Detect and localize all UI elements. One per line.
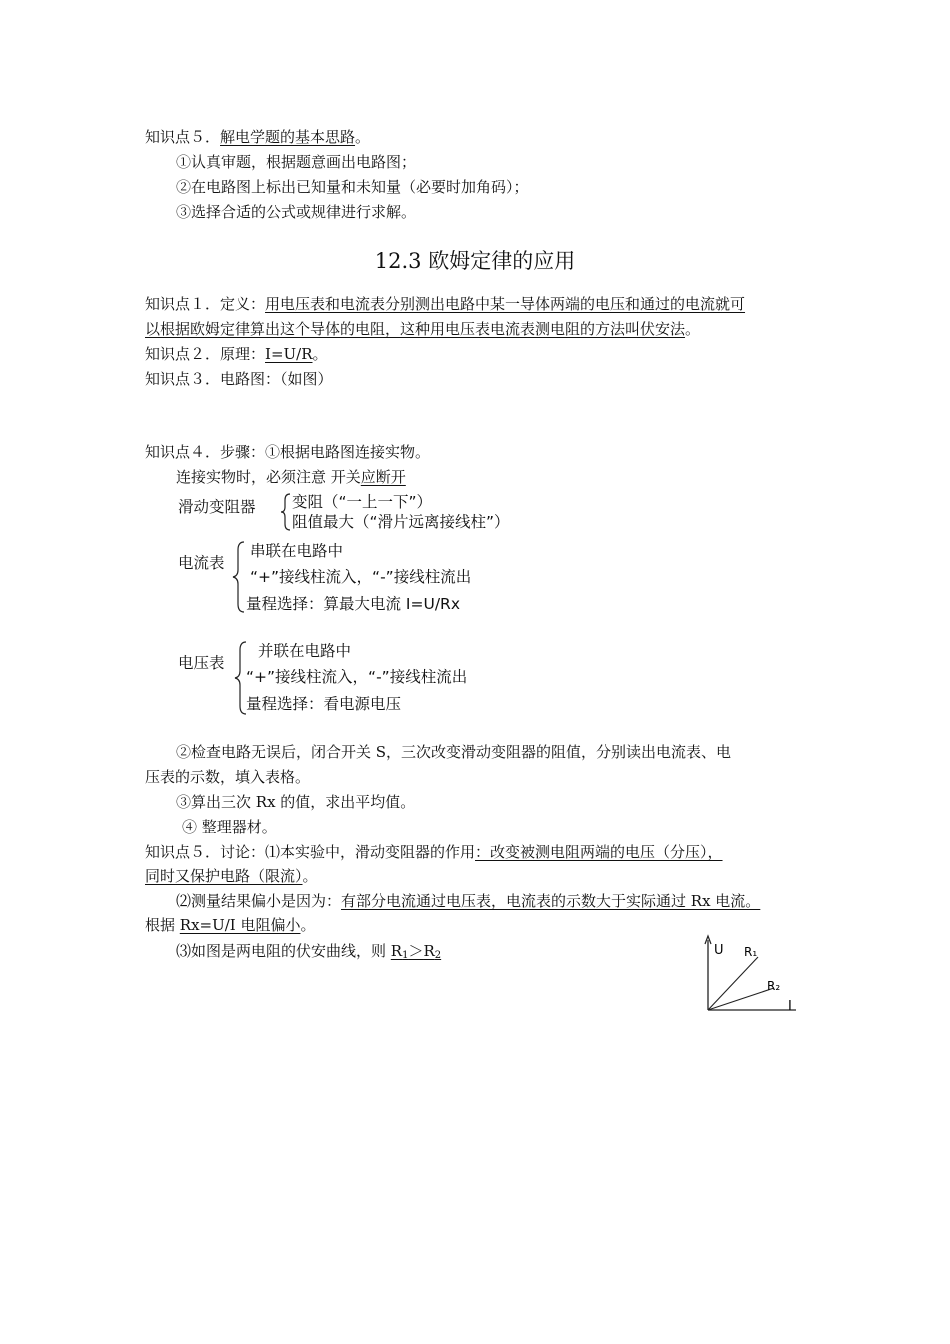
ammeter-item-1: 串联在电路中 [250, 542, 344, 560]
u-axis-label: U [714, 943, 724, 958]
ohm-formula: I=U/R [265, 345, 313, 363]
kp5b-p3-line: ⑶如图是两电阻的伏安曲线，则 $R_1>R_2$ [176, 942, 442, 961]
r1-gt-r2: $R_1>R_2$ [390, 942, 442, 961]
rheostat-brace [280, 492, 292, 532]
step4-line: ④ 整理器材。 [182, 818, 277, 836]
kp1-line-2: 以根据欧姆定律算出这个导体的电阻，这种用电压表电流表测电阻的方法叫伏安法。 [145, 320, 701, 338]
step2-line-2: 压表的示数，填入表格。 [145, 768, 311, 786]
kp5-heading: 知识点５．解电学题的基本思路。 [145, 128, 371, 146]
kp5-step-2: ②在电路图上标出已知量和未知量（必要时加角码）； [176, 178, 529, 196]
kp3-line: 知识点３．电路图：（如图） [145, 370, 333, 388]
step2-line-1: ②检查电路无误后，闭合开关 S，三次改变滑动变阻器的阻值，分别读出电流表、电 [176, 743, 732, 761]
kp2-line: 知识点２．原理：I=U/R。 [145, 345, 328, 363]
voltmeter-label: 电压表 [178, 654, 225, 672]
section-title: 12.3 欧姆定律的应用 [374, 249, 576, 273]
kp5-step-3: ③选择合适的公式或规律进行求解。 [176, 203, 417, 221]
ui-curve-graph [696, 930, 806, 1020]
kp5b-p2-line-1: ⑵测量结果偏小是因为：有部分电流通过电压表，电流表的示数大于实际通过 Rx 电流。 [176, 892, 761, 910]
kp4-line: 知识点４．步骤：①根据电路图连接实物。 [145, 443, 431, 461]
voltmeter-item-1: 并联在电路中 [258, 642, 352, 660]
rheostat-label: 滑动变阻器 [178, 498, 256, 516]
r2-label: R₂ [767, 979, 781, 993]
kp5b-line-2: 同时又保护电路（限流）。 [145, 867, 318, 885]
ammeter-item-2: “+”接线柱流入，“-”接线柱流出 [250, 568, 472, 586]
kp5b-p2-line-2: 根据 Rx=U/I 电阻偏小。 [145, 916, 316, 934]
i-axis-label: I [788, 999, 792, 1014]
kp5-topic: 解电学题的基本思路 [220, 128, 356, 146]
kp5-step-1: ①认真审题，根据题意画出电路图； [176, 153, 417, 171]
r1-label: R₁ [744, 945, 758, 959]
ammeter-brace [232, 540, 246, 614]
voltmeter-item-2: “+”接线柱流入，“-”接线柱流出 [246, 668, 468, 686]
ammeter-item-3: 量程选择：算最大电流 I=U/Rx [246, 595, 460, 613]
rheostat-item-2: 阻值最大（“滑片远离接线柱”） [292, 513, 510, 531]
kp4-note: 连接实物时，必须注意 开关应断开 [176, 468, 406, 486]
rheostat-item-1: 变阻（“一上一下”） [292, 493, 433, 511]
step3-line: ③算出三次 Rx 的值，求出平均值。 [176, 793, 416, 811]
kp1-line-1: 知识点１．定义：用电压表和电流表分别测出电路中某一导体两端的电压和通过的电流就可 [145, 295, 746, 313]
ammeter-label: 电流表 [178, 554, 225, 572]
kp5b-line-1: 知识点５．讨论：⑴本实验中，滑动变阻器的作用：改变被测电阻两端的电压（分压）， [145, 843, 723, 861]
voltmeter-item-3: 量程选择：看电源电压 [246, 695, 402, 713]
